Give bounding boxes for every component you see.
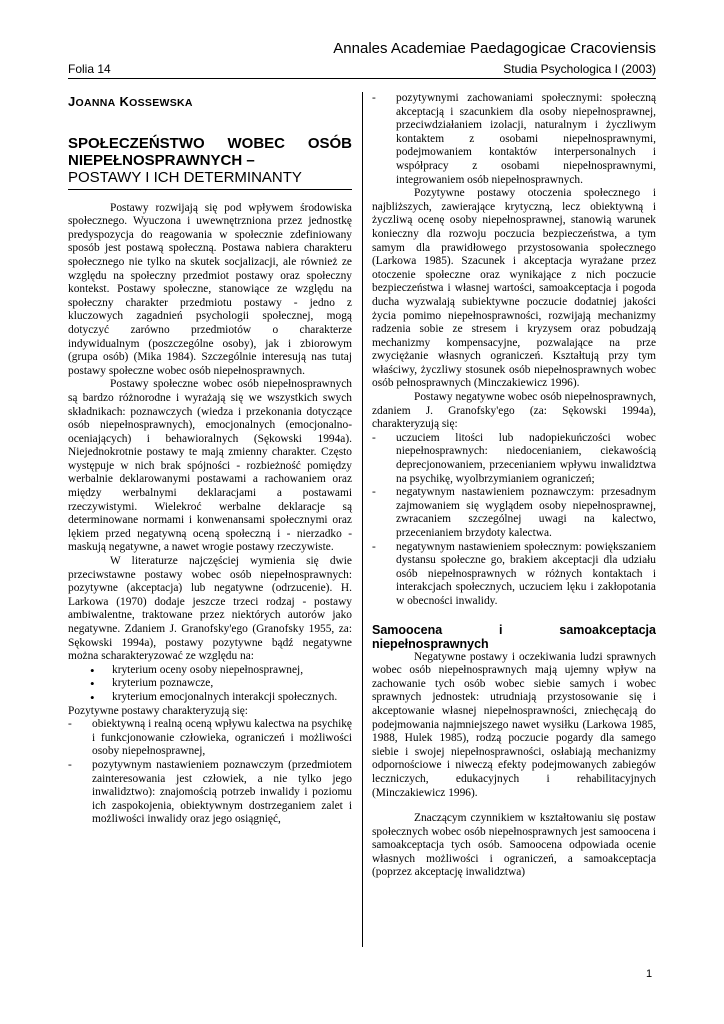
title-line-1: SPOŁECZEŃSTWO WOBEC OSÓB: [68, 134, 352, 152]
section-heading: [372, 623, 656, 651]
list-item: • kryterium poznawcze,: [68, 677, 352, 691]
list-item: - pozytywnym nastawieniem poznawczym (przedmiotem zainteresowania jest człowiek, a nie tylko jego inwalidztwo): znajomością potrzeb inwalidy i poziomu ich zaspokojenia, obiektywnym dostrzeganiem zalet i możliwości inwalidy oraz jego osiągnięć,: [68, 759, 352, 827]
paragraph: W literaturze najczęściej wymienia się dwie przeciwstawne postawy wobec osób niepełnosprawnych: pozytywne (akceptacja) lub negatywne (odrzucenie). H. Larkowa (1970) dodaje jeszcze trzeci rodzaj - postawy ambiwalentne, traktowane przez niektórych autorów jako negatywne. Zdaniem J. Granofsky'ego (Granofsky 1955, za: Sękowski 1994a), postawy pozytywne bądź negatywne można scharakteryzować ze względu na:: [68, 555, 352, 663]
page-number: 1: [646, 968, 653, 980]
column-divider: [362, 92, 363, 947]
folia-label: Folia 14: [68, 62, 111, 76]
list-item: - negatywnym nastawieniem poznawczym: przesadnym zajmowaniem się wyglądem osoby niepełnosprawnej, zwracaniem szczególnej uwagi na kalectwo, przecenianiem brzydoty kalectwa.: [372, 486, 656, 540]
title-line-3: POSTAWY I ICH DETERMINANTY: [68, 168, 302, 186]
series-label: Studia Psychologica I (2003): [503, 62, 656, 76]
header-divider: [68, 78, 656, 79]
article-title: [68, 135, 352, 190]
bullet-list: [68, 664, 352, 705]
paragraph: Postawy negatywne wobec osób niepełnosprawnych, zdaniem J. Granofsky'ego (za: Sękowski 1994a), charakteryzują się:: [372, 391, 656, 431]
dash-list: [68, 718, 352, 827]
left-column: [68, 92, 352, 827]
section-heading-line-2: niepełnosprawnych: [372, 636, 489, 651]
paragraph: Znaczącym czynnikiem w kształtowaniu się postaw społecznych wobec osób niepełnosprawnych jest samoocena i samoakceptacja tych osób. Samoocena odpowiada ocenie własnych możliwości i ograniczeń, a samoakceptacja (poprzez akceptację inwalidztwa): [372, 812, 656, 879]
paragraph: Pozytywne postawy charakteryzują się:: [68, 704, 248, 717]
author-name: JOANNA KOSSEWSKA: [68, 94, 193, 109]
paragraph: Postawy społeczne wobec osób niepełnosprawnych są bardzo różnorodne i wyrażają się we wszystkich swych składnikach: poznawczych (wiedza i przekonania dotyczące osób niepełnosprawnych), emocjonalnych (emocjonalno-oceniających) i behawioralnych (Sękowski 1994a). Niejednokrotnie postawy te mają zmienny charakter. Często występuje w nich brak spójności - rozbieżność pomiędzy werbalnie deklarowanymi postawami a rachowaniem oraz między werbalnymi deklaracjami a postawami rzeczywistymi. Wielekroć werbalne deklaracje są determinowane normami i konwenansami społecznymi oraz lękiem przed negatywną oceną społeczną i - nierzadko - maskują negatywne, a nawet wrogie postawy rzeczywiste.: [68, 378, 352, 554]
title-line-2: NIEPEŁNOSPRAWNYCH –: [68, 151, 255, 169]
list-item: - negatywnym nastawieniem społecznym: powiększaniem dystansu społeczne go, brakiem akceptacji dla udziału osób niepełnosprawnych w różnych kontaktach i interakcjach społecznych, uczuciem lęku i zakłopotania w obecności inwalidy.: [372, 541, 656, 609]
list-item: - pozytywnymi zachowaniami społecznymi: społeczną akceptacją i szacunkiem dla osoby niepełnosprawnej, przeciwdziałaniem izolacji, naturalnym i życzliwym kontaktem z osobami niepełnosprawnymi, podejmowaniem kontaktów interpersonalnych i współpracy z osobami niepełnosprawnymi, integrowaniem osób niepełnosprawnych.: [372, 92, 656, 187]
section-heading-line-1: Samoocena i samoakceptacja: [372, 622, 656, 637]
list-item: - uczuciem litości lub nadopiekuńczości wobec niepełnosprawnych: niedocenianiem, ciekawością deprecjonowaniem, przecenianiem wpływu inwalidztwa na psychikę, wyolbrzymianiem ograniczeń;: [372, 432, 656, 486]
dash-list: [372, 432, 656, 609]
right-column: [372, 92, 656, 880]
list-item: • kryterium oceny osoby niepełnosprawnej,: [68, 664, 352, 678]
paragraph: Negatywne postawy i oczekiwania ludzi sprawnych wobec osób niepełnosprawnych mają ujemny wpływ na zachowanie tych osób wobec siebie samych i wobec sprawnych jednostek: utrudniają przystosowanie się i akceptowanie własnej niepełnosprawności, zniechęcają do podejmowania najmniejszego nawet wysiłku (Larkowa 1985, 1988, Hulek 1985), rodzą poczucie pogardy dla samego siebie i swojej niepełnosprawności, osłabiają mechanizmy odpornościowe i niweczą efekty podejmowanych zabiegów leczniczych, edukacyjnych i rehabilitacyjnych (Minczakiewicz 1996).: [372, 650, 656, 799]
dash-list: [372, 92, 656, 187]
journal-title: Annales Academiae Paedagogicae Cracoviensis: [333, 40, 656, 57]
list-item: • kryterium emocjonalnych interakcji społecznych.: [68, 691, 352, 705]
list-item: - obiektywną i realną oceną wpływu kalectwa na psychikę i funkcjonowanie człowieka, ograniczeń i możliwości osoby niepełnosprawnej,: [68, 718, 352, 759]
paragraph: Pozytywne postawy otoczenia społecznego i najbliższych, zawierające krytyczną, lecz obiektywną i życzliwą ocenę osoby niepełnosprawnej, stanowią warunek konieczny dla rozwoju poczucia bezpieczeństwa, a tym samym dla prawidłowego przystosowania społecznego (Larkowa 1985). Szacunek i akceptacja wyrażane przez otoczenie społeczne oraz wynikające z nich poczucie bezpieczeństwa i własnej wartości, samoakceptacja i pogoda ducha wyzwalają subiektywne poczucie dodatniej jakości życia pomimo niepełnosprawności, rozwijają mechanizmy radzenia sobie ze stresem i kryzysem oraz pobudzają mechanizmy kompensacyjne, pozwalające na prze zwyciężanie własnych ograniczeń. Kształtują przy tym właściwy, życzliwy stosunek osób niepełnosprawnych wobec osób pełnosprawnych (Minczakiewicz 1996).: [372, 187, 656, 390]
paragraph: Postawy rozwijają się pod wpływem środowiska społecznego. Wyuczona i uwewnętrzniona przez jednostkę predyspozycja do reagowania w społecznie zdefiniowany sposób jest postawą społeczną. Postawa nabiera charakteru społecznego nie tylko na skutek socjalizacji, ale również ze względu na społeczny przedmiot postawy oraz społeczny kontekst. Postawy społeczne, stanowiące ze względu na społeczny charakter przedmiotu postawy - jedno z kluczowych zagadnień psychologii społecznej, mogą dotyczyć zarówno przedmiotów o charakterze indywidualnym (poszczególne osoby), jak i zbiorowym (grupa osób) (Mika 1984). Szczególnie interesują nas tutaj postawy społeczne wobec osób niepełnosprawnych.: [68, 201, 352, 377]
